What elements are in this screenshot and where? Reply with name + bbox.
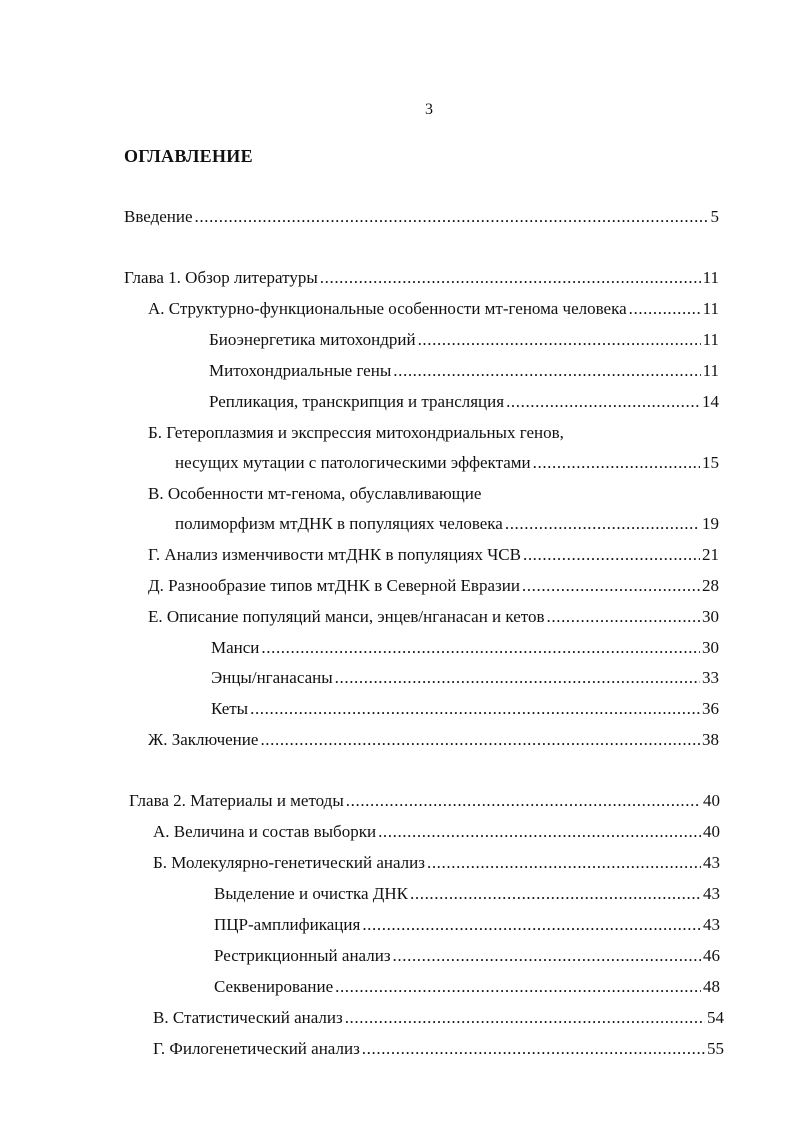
toc-page-ref: 30 [702, 607, 719, 626]
dot-leader [547, 607, 700, 627]
toc-page-ref: 40 [703, 791, 720, 810]
toc-entry-label: Г. Анализ изменчивости мтДНК в популяциях ЧСВ [148, 545, 521, 564]
toc-entry-label: Д. Разнообразие типов мтДНК в Северной Евразии [148, 576, 520, 595]
toc-entry-label: ПЦР-амплификация [214, 915, 361, 934]
toc-entry-ch1-section-b[interactable] [175, 453, 719, 473]
toc-entry-ch2-section-b[interactable] [153, 853, 720, 873]
dot-leader [260, 730, 700, 750]
dot-leader [378, 822, 701, 842]
toc-entry-ch1-section-d[interactable] [148, 576, 719, 596]
toc-page-ref: 21 [702, 545, 719, 564]
toc-entry-chapter-1[interactable] [124, 268, 719, 288]
dot-leader [505, 514, 700, 534]
dot-leader [345, 1008, 705, 1028]
toc-entry-label: А. Структурно-функциональные особенности мт-генома человека [148, 299, 627, 318]
toc-entry-label: В. Статистический анализ [153, 1008, 343, 1027]
dot-leader [320, 268, 701, 288]
toc-entry-label: Репликация, транскрипция и трансляция [209, 392, 505, 411]
toc-entry-mansi[interactable] [211, 638, 719, 658]
toc-entry-label: Биоэнергетика митохондрий [209, 330, 416, 349]
toc-page-ref: 43 [703, 853, 720, 872]
toc-page-ref: 14 [702, 392, 719, 411]
toc-entry-label: несущих мутации с патологическими эффектами [175, 453, 531, 472]
toc-page-ref: 36 [702, 699, 719, 718]
toc-page-ref: 43 [703, 915, 720, 934]
toc-page-ref: 38 [702, 730, 719, 749]
toc-entry-label: А. Величина и состав выборки [153, 822, 377, 841]
toc-page-ref: 19 [702, 514, 719, 533]
toc-entry-pcr[interactable] [214, 915, 720, 935]
dot-leader [410, 884, 701, 904]
toc-entry-replication[interactable] [209, 392, 719, 412]
toc-entry-ch2-section-a[interactable] [153, 822, 720, 842]
toc-entry-kety[interactable] [211, 699, 719, 719]
toc-entry-label: Выделение и очистка ДНК [214, 884, 409, 903]
toc-entry-introduction[interactable] [124, 207, 719, 227]
toc-entry-label: Кеты [211, 699, 249, 718]
dot-leader [427, 853, 701, 873]
dot-leader [523, 545, 700, 565]
toc-entry-ch2-section-g[interactable] [153, 1039, 724, 1059]
toc-page-ref: 43 [703, 884, 720, 903]
toc-entry-label: Глава 1. Обзор литературы [124, 268, 318, 287]
page-title: ОГЛАВЛЕНИЕ [124, 146, 253, 166]
toc-entry-bioenergetics[interactable] [209, 330, 719, 350]
toc-entry-ch1-section-e[interactable] [148, 607, 719, 627]
toc-entry-label: Г. Филогенетический анализ [153, 1039, 360, 1058]
dot-leader [418, 330, 701, 350]
dot-leader [362, 1039, 705, 1059]
toc-page-ref: 11 [702, 330, 719, 349]
toc-entry-dna-extraction[interactable] [214, 884, 720, 904]
toc-entry-label: Манси [211, 638, 260, 657]
toc-page-ref: 33 [702, 668, 719, 687]
dot-leader [362, 915, 701, 935]
dot-leader [250, 699, 700, 719]
dot-leader [629, 299, 701, 319]
dot-leader [522, 576, 700, 596]
toc-page-ref: 15 [702, 453, 719, 472]
dot-leader [393, 946, 701, 966]
toc-page-ref: 40 [703, 822, 720, 841]
dot-leader [335, 668, 700, 688]
toc-entry-chapter-2[interactable] [129, 791, 720, 811]
toc-page-ref: 11 [702, 361, 719, 380]
toc-page-ref: 55 [707, 1039, 724, 1058]
toc-entry-ch1-section-v-line1[interactable]: В. Особенности мт-генома, обуславливающие [148, 484, 482, 503]
toc-page-ref: 46 [703, 946, 720, 965]
toc-entry-ch1-section-b-line1[interactable]: Б. Гетероплазмия и экспрессия митохондриальных генов, [148, 423, 564, 442]
toc-entry-entsy[interactable] [211, 668, 719, 688]
toc-entry-label: Глава 2. Материалы и методы [129, 791, 344, 810]
dot-leader [195, 207, 709, 227]
toc-entry-ch1-section-a[interactable] [148, 299, 719, 319]
toc-entry-label: Секвенирование [214, 977, 334, 996]
toc-entry-label: Е. Описание популяций манси, энцев/нганасан и кетов [148, 607, 545, 626]
dot-leader [335, 977, 701, 997]
toc-entry-ch1-section-v[interactable] [175, 514, 719, 534]
toc-entry-label: Энцы/нганасаны [211, 668, 333, 687]
toc-entry-ch1-section-g[interactable] [148, 545, 719, 565]
dot-leader [346, 791, 701, 811]
toc-entry-label: полиморфизм мтДНК в популяциях человека [175, 514, 503, 533]
toc-page-ref: 11 [702, 268, 719, 287]
toc-entry-ch1-conclusion[interactable] [148, 730, 719, 750]
toc-entry-label: Ж. Заключение [148, 730, 259, 749]
toc-entry-ch2-section-v[interactable] [153, 1008, 724, 1028]
toc-entry-label: Б. Молекулярно-генетический анализ [153, 853, 425, 872]
toc-page-ref: 11 [702, 299, 719, 318]
toc-page-ref: 54 [707, 1008, 724, 1027]
dot-leader [261, 638, 700, 658]
toc-entry-label: Рестрикционный анализ [214, 946, 391, 965]
toc-page-ref: 5 [710, 207, 719, 226]
toc-entry-label: Введение [124, 207, 193, 226]
toc-page-ref: 28 [702, 576, 719, 595]
toc-page-ref: 48 [703, 977, 720, 996]
toc-entry-sequencing[interactable] [214, 977, 720, 997]
dot-leader [506, 392, 700, 412]
dot-leader [533, 453, 700, 473]
dot-leader [393, 361, 700, 381]
toc-page-ref: 30 [702, 638, 719, 657]
toc-entry-label: Митохондриальные гены [209, 361, 392, 380]
toc-entry-mito-genes[interactable] [209, 361, 719, 381]
page-number: 3 [425, 101, 433, 118]
toc-entry-restriction[interactable] [214, 946, 720, 966]
